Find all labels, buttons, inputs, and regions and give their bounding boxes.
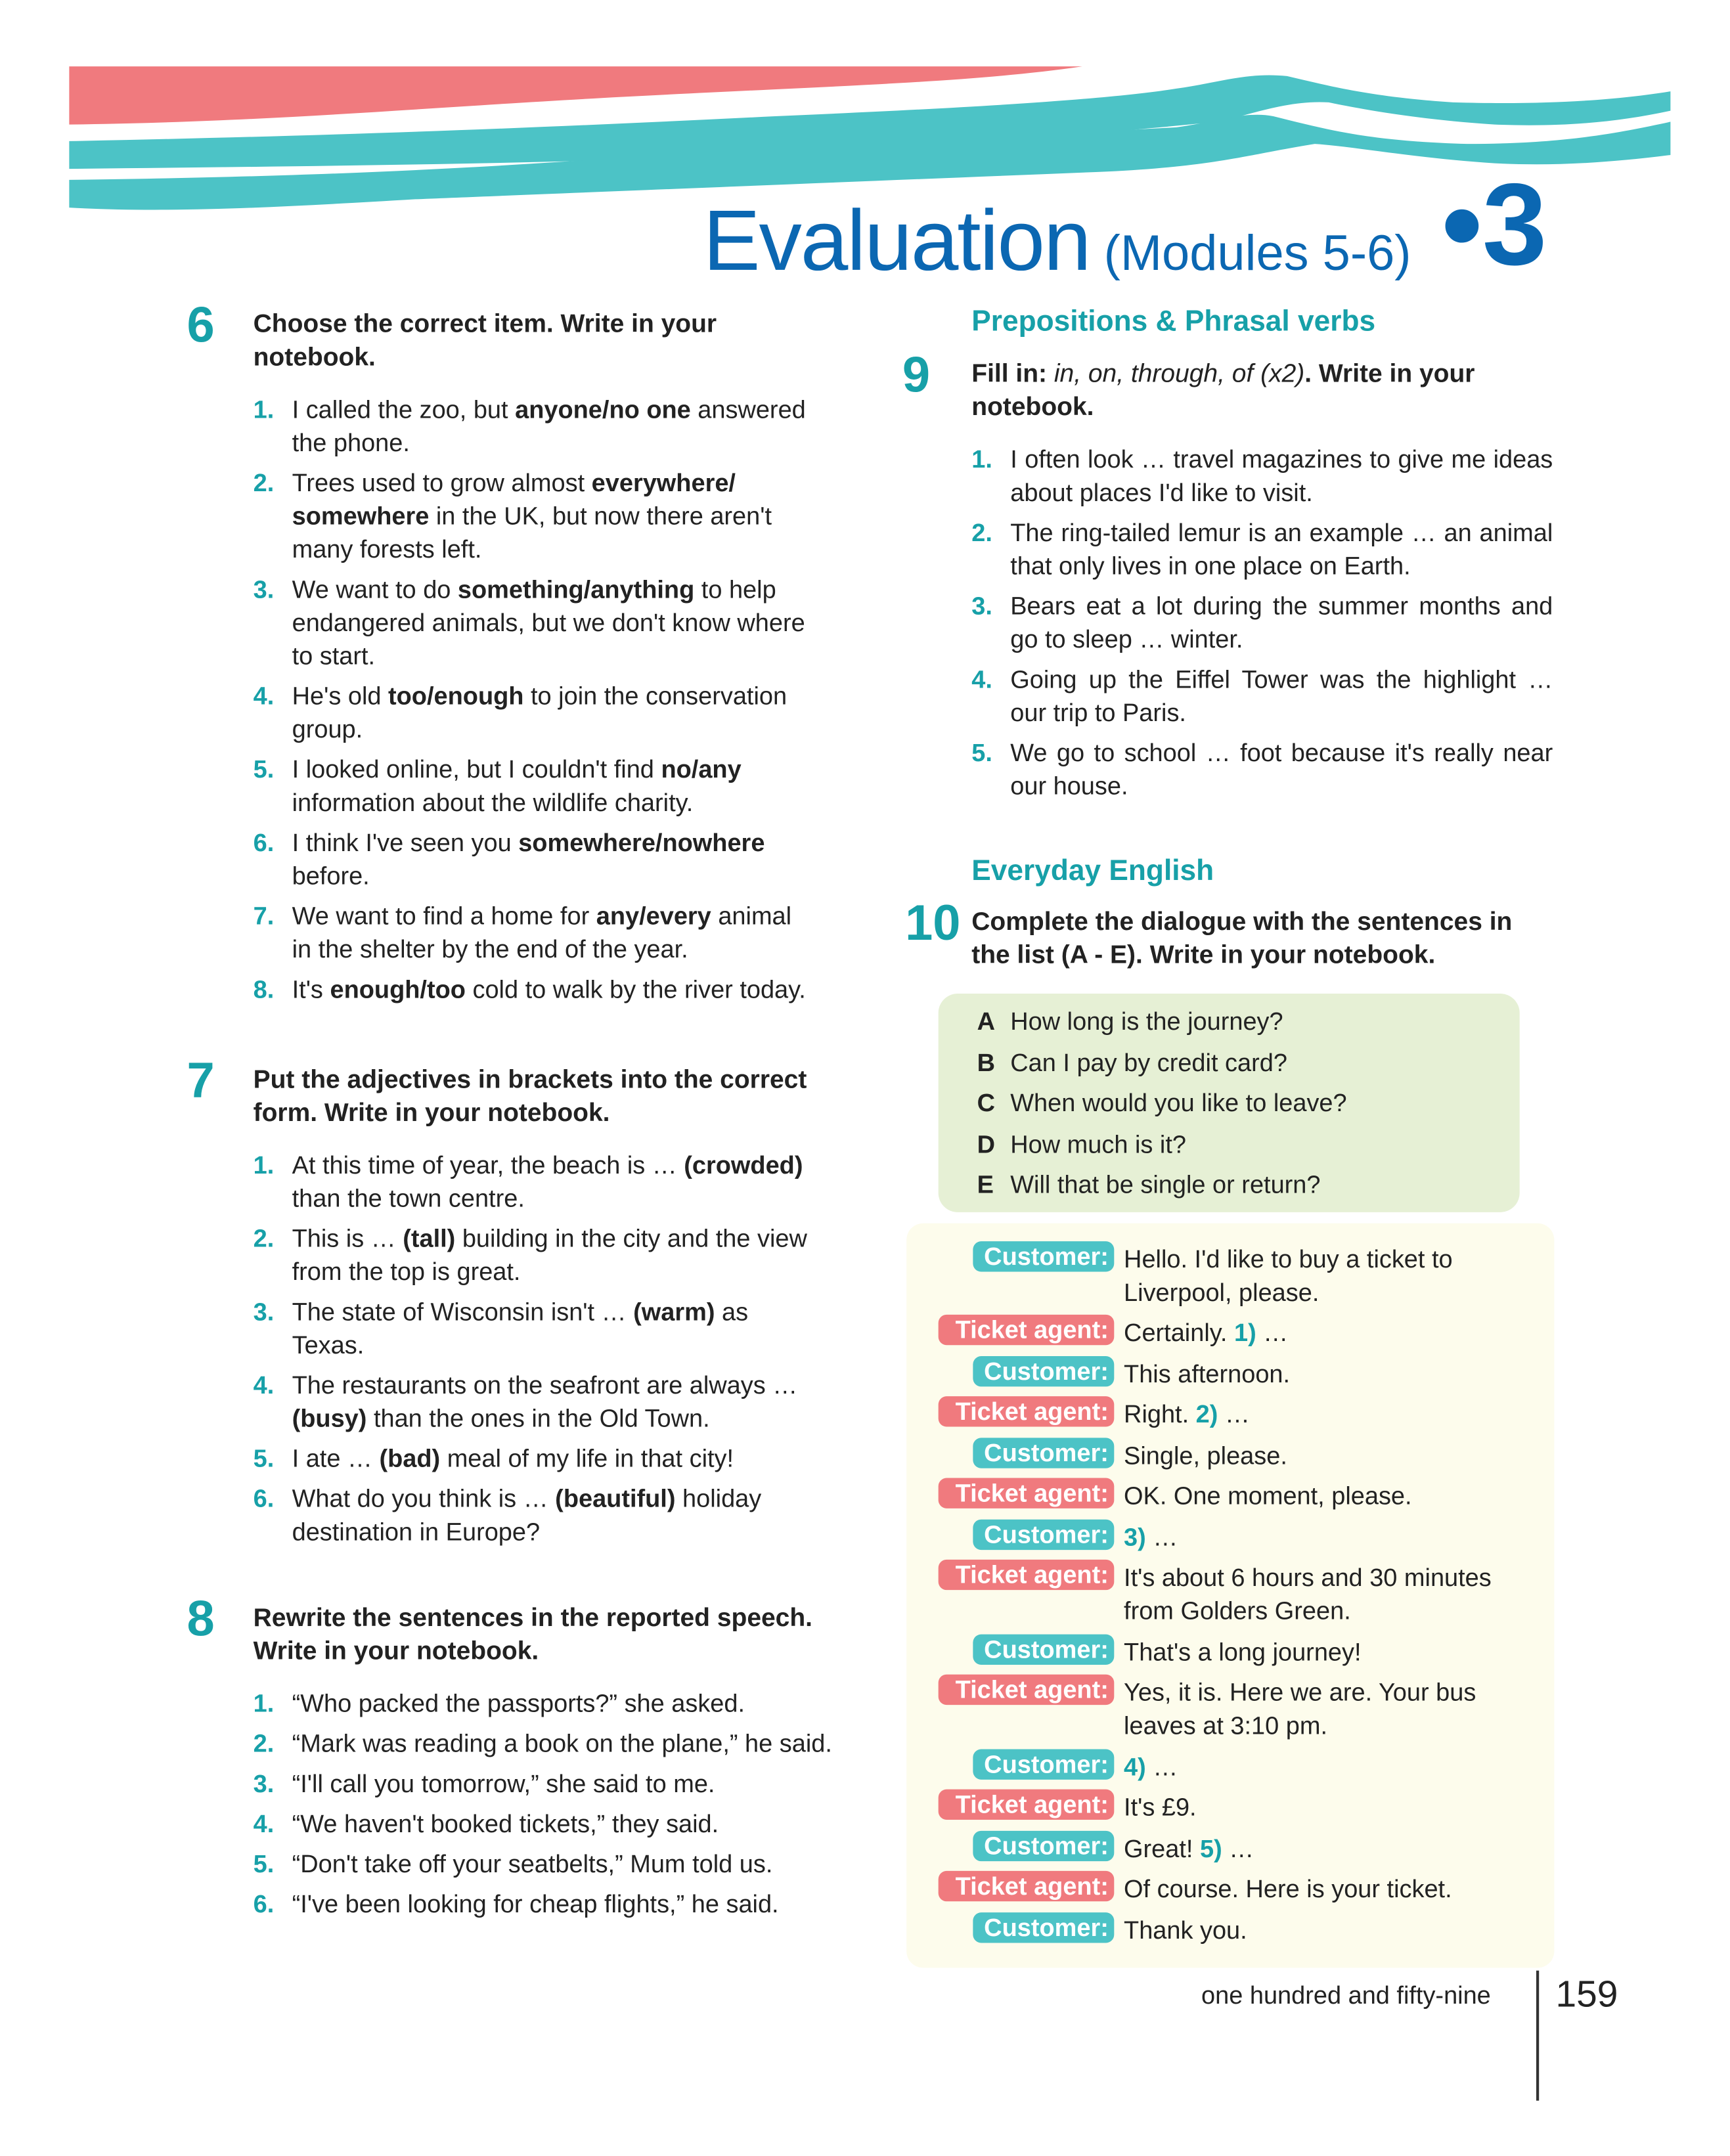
- item-number: 2.: [253, 1224, 275, 1253]
- item-number: 1.: [253, 1689, 275, 1718]
- role-tag-ticket-agent: Ticket agent:: [939, 1560, 1114, 1590]
- exercise-number: 6: [187, 296, 215, 353]
- dialogue-text: [1124, 1521, 1539, 1554]
- item-number: 4.: [253, 682, 275, 710]
- option-letter: C: [977, 1089, 996, 1117]
- list-item: [971, 516, 1553, 583]
- list-item: [971, 663, 1553, 729]
- item-bold-choice: (warm): [633, 1298, 715, 1326]
- list-item: [254, 1807, 842, 1841]
- item-text: He's old: [292, 682, 389, 710]
- item-text: I often look … travel magazines to give me ideas about places I'd like to visit.: [1010, 445, 1553, 507]
- blank-number: 4): [1124, 1753, 1146, 1781]
- item-number: 3.: [253, 1770, 275, 1798]
- item-number: 2.: [253, 1730, 275, 1758]
- dialogue-text: [1124, 1791, 1539, 1824]
- item-text: “Mark was reading a book on the plane,” he said.: [292, 1730, 832, 1758]
- item-text: We want to find a home for: [292, 902, 596, 931]
- item-bold-choice: everywhere/ somewhere: [292, 469, 736, 531]
- page-number: 159: [1555, 1973, 1618, 2015]
- exercise-number: 7: [187, 1051, 215, 1109]
- title-modules: (Modules 5-6): [1103, 224, 1411, 281]
- line-text: It's £9.: [1124, 1793, 1197, 1822]
- item-number: 5.: [971, 739, 992, 767]
- exercise-number: 9: [902, 345, 931, 403]
- role-tag-ticket-agent: Ticket agent:: [939, 1675, 1114, 1705]
- item-number: 4.: [253, 1371, 275, 1399]
- dialogue-text: [1124, 1480, 1539, 1513]
- line-text: Hello. I'd like to buy a ticket to Liverpool, please.: [1124, 1245, 1453, 1307]
- item-bold-choice: any/every: [596, 902, 711, 931]
- option-item: [977, 1002, 1520, 1043]
- item-number: 2.: [971, 519, 992, 547]
- option-text: When would you like to leave?: [1010, 1089, 1347, 1117]
- item-text: I think I've seen you: [292, 829, 519, 857]
- line-text: …: [1218, 1400, 1250, 1428]
- item-number: 3.: [253, 575, 275, 604]
- list-item: [254, 466, 807, 566]
- exercise-number: 8: [187, 1590, 215, 1647]
- role-tag-customer: Customer:: [973, 1831, 1114, 1861]
- list-item: [254, 826, 807, 892]
- line-text: Yes, it is. Here we are. Your bus leaves at 3:10 pm.: [1124, 1679, 1476, 1740]
- line-text: …: [1145, 1753, 1178, 1781]
- list-item: [254, 1727, 842, 1761]
- item-text: Trees used to grow almost: [292, 469, 592, 497]
- item-text: I called the zoo, but: [292, 395, 516, 424]
- dialogue-text: [1124, 1439, 1539, 1472]
- list-item: [254, 753, 807, 819]
- option-text: How long is the journey?: [1010, 1007, 1283, 1036]
- title-main: Evaluation: [703, 194, 1090, 290]
- item-text: Bears eat a lot during the summer months and go to sleep … winter.: [1010, 592, 1553, 653]
- option-item: [977, 1165, 1520, 1206]
- blank-number: 3): [1124, 1524, 1146, 1552]
- unit-number: •3: [1441, 159, 1547, 290]
- instruction-words: in, on, through, of (x2): [1054, 358, 1305, 388]
- blank-number: 1): [1233, 1319, 1256, 1347]
- page-number-words: one hundred and fifty-nine: [1201, 1981, 1491, 2010]
- dialogue-text: [1124, 1751, 1539, 1784]
- item-text: What do you think is …: [292, 1485, 556, 1513]
- line-text: That's a long journey!: [1124, 1638, 1362, 1667]
- instruction-text: Fill in:: [971, 358, 1054, 388]
- list-item: [254, 573, 807, 672]
- item-text: building in the city and the view from the top is great.: [292, 1224, 807, 1286]
- item-bold-choice: (crowded): [684, 1151, 803, 1179]
- item-text: in the UK, but now there aren't many forests left.: [292, 502, 772, 563]
- role-tag-customer: Customer:: [973, 1635, 1114, 1665]
- page-title: [703, 159, 1547, 297]
- item-bold-choice: (busy): [292, 1404, 367, 1432]
- dialogue-text: [1124, 1316, 1539, 1350]
- item-text: “Who packed the passports?” she asked.: [292, 1689, 745, 1718]
- line-text: Of course. Here is your ticket.: [1124, 1875, 1452, 1903]
- dialogue-text: [1124, 1561, 1539, 1627]
- dialogue-text: [1124, 1357, 1539, 1391]
- option-text: How much is it?: [1010, 1130, 1186, 1158]
- item-text: At this time of year, the beach is …: [292, 1151, 684, 1179]
- item-bold-choice: too/enough: [388, 682, 524, 710]
- role-tag-customer: Customer:: [973, 1912, 1114, 1943]
- option-text: Can I pay by credit card?: [1010, 1048, 1287, 1076]
- item-bold-choice: (tall): [403, 1224, 456, 1253]
- exercise-7: [187, 1051, 842, 1555]
- item-number: 5.: [253, 1444, 275, 1473]
- item-number: 4.: [971, 665, 992, 693]
- dialogue-text: [1124, 1397, 1539, 1431]
- item-text: It's: [292, 975, 330, 1003]
- item-text: information about the wildlife charity.: [292, 789, 694, 817]
- item-bold-choice: somewhere/nowhere: [518, 829, 765, 857]
- item-bold-choice: no/any: [661, 755, 742, 783]
- item-text: We go to school … foot because it's really near our house.: [1010, 739, 1553, 800]
- item-text: cold to walk by the river today.: [465, 975, 806, 1003]
- item-number: 6.: [253, 829, 275, 857]
- blank-number: 2): [1195, 1400, 1218, 1428]
- exercise-10: [905, 894, 1553, 971]
- dialogue-text: [1124, 1872, 1539, 1906]
- line-text: Great!: [1124, 1835, 1201, 1863]
- line-text: …: [1145, 1524, 1178, 1552]
- item-text: The ring-tailed lemur is an example … an animal that only lives in one place on Earth.: [1010, 519, 1553, 580]
- item-text: The state of Wisconsin isn't …: [292, 1298, 634, 1326]
- line-text: Right.: [1124, 1400, 1196, 1428]
- dialogue-text: [1124, 1914, 1539, 1947]
- role-tag-ticket-agent: Ticket agent:: [939, 1396, 1114, 1426]
- exercise-instruction: Put the adjectives in brackets into the correct form. Write in your notebook.: [253, 1064, 807, 1127]
- item-number: 7.: [253, 902, 275, 931]
- line-text: OK. One moment, please.: [1124, 1482, 1412, 1510]
- option-item: [977, 1043, 1520, 1084]
- item-bold-choice: (beautiful): [555, 1485, 676, 1513]
- section-heading-everyday-english: Everyday English: [971, 855, 1214, 887]
- dialogue-text: [1124, 1243, 1539, 1309]
- list-item: [254, 973, 807, 1006]
- item-number: 1.: [253, 395, 275, 424]
- list-item: [254, 680, 807, 746]
- item-text: “We haven't booked tickets,” they said.: [292, 1810, 719, 1838]
- item-text: before.: [292, 862, 370, 890]
- list-item: [254, 393, 807, 459]
- list-item: [971, 590, 1553, 656]
- role-tag-ticket-agent: Ticket agent:: [939, 1478, 1114, 1508]
- option-item: [977, 1084, 1520, 1124]
- item-text: “I'll call you tomorrow,” she said to me.: [292, 1770, 715, 1798]
- option-letter: E: [977, 1170, 994, 1199]
- line-text: This afternoon.: [1124, 1360, 1291, 1388]
- dialogue-text: [1124, 1832, 1539, 1866]
- list-item: [254, 1887, 842, 1921]
- item-bold-choice: (bad): [379, 1444, 441, 1473]
- footer-divider: [1536, 1971, 1538, 2101]
- exercise-instruction: Rewrite the sentences in the reported speech. Write in your notebook.: [253, 1602, 813, 1665]
- item-text: than the ones in the Old Town.: [366, 1404, 710, 1432]
- item-text: to join the conservation group.: [292, 682, 787, 743]
- item-text: The restaurants on the seafront are always …: [292, 1371, 798, 1399]
- list-item: [254, 1369, 814, 1435]
- role-tag-customer: Customer:: [973, 1438, 1114, 1468]
- item-number: 6.: [253, 1890, 275, 1918]
- item-bold-choice: something/anything: [457, 575, 695, 604]
- item-number: 1.: [971, 445, 992, 473]
- list-item: [971, 443, 1553, 509]
- item-text: than the town centre.: [292, 1184, 525, 1212]
- blank-number: 5): [1200, 1835, 1222, 1863]
- role-tag-ticket-agent: Ticket agent:: [939, 1871, 1114, 1901]
- instruction-text: . Write in your notebook.: [971, 358, 1475, 421]
- item-number: 1.: [253, 1151, 275, 1179]
- role-tag-ticket-agent: Ticket agent:: [939, 1315, 1114, 1345]
- item-text: “I've been looking for cheap flights,” he said.: [292, 1890, 779, 1918]
- list-item: [254, 1482, 814, 1549]
- list-item: [254, 1687, 842, 1721]
- list-item: [254, 1295, 814, 1361]
- item-text: meal of my life in that city!: [440, 1444, 734, 1473]
- role-tag-customer: Customer:: [973, 1241, 1114, 1271]
- item-number: 2.: [253, 469, 275, 497]
- item-text: We want to do: [292, 575, 458, 604]
- option-letter: A: [977, 1007, 996, 1036]
- line-text: Certainly.: [1124, 1319, 1234, 1347]
- list-item: [254, 1222, 814, 1288]
- exercise-6: [187, 296, 842, 1013]
- line-text: Thank you.: [1124, 1916, 1247, 1945]
- item-text: I looked online, but I couldn't find: [292, 755, 661, 783]
- item-number: 5.: [253, 1850, 275, 1878]
- exercise-9: [902, 345, 1553, 810]
- exercise-instruction: Complete the dialogue with the sentences in the list (A - E). Write in your notebook.: [971, 906, 1513, 969]
- list-item: [254, 900, 807, 966]
- list-item: [254, 1149, 814, 1215]
- exercise-8: [187, 1590, 849, 1927]
- option-letter: B: [977, 1048, 996, 1076]
- line-text: …: [1256, 1319, 1289, 1347]
- dialogue-text: [1124, 1676, 1539, 1742]
- item-number: 4.: [253, 1810, 275, 1838]
- option-letter: D: [977, 1130, 996, 1158]
- list-item: [254, 1442, 814, 1476]
- item-text: to help endangered animals, but we don't know where to start.: [292, 575, 805, 670]
- item-number: 3.: [971, 592, 992, 621]
- exercise-instruction: Choose the correct item. Write in your notebook.: [253, 308, 717, 371]
- item-number: 8.: [253, 975, 275, 1003]
- exercise-number: 10: [905, 894, 961, 951]
- dialogue-box: [906, 1223, 1554, 1968]
- item-number: 3.: [253, 1298, 275, 1326]
- item-text: holiday destination in Europe?: [292, 1485, 762, 1546]
- role-tag-customer: Customer:: [973, 1356, 1114, 1386]
- role-tag-ticket-agent: Ticket agent:: [939, 1790, 1114, 1820]
- item-number: 5.: [253, 755, 275, 783]
- line-text: Single, please.: [1124, 1441, 1287, 1470]
- item-text: animal in the shelter by the end of the year.: [292, 902, 792, 963]
- item-text: answered the phone.: [292, 395, 806, 457]
- item-text: “Don't take off your seatbelts,” Mum told us.: [292, 1850, 773, 1878]
- line-text: …: [1222, 1835, 1254, 1863]
- item-number: 6.: [253, 1485, 275, 1513]
- role-tag-customer: Customer:: [973, 1520, 1114, 1550]
- answer-options-box: [939, 994, 1520, 1212]
- item-text: Going up the Eiffel Tower was the highlight … our trip to Paris.: [1010, 665, 1553, 727]
- item-text: I ate …: [292, 1444, 380, 1473]
- list-item: [254, 1767, 842, 1801]
- list-item: [971, 736, 1553, 803]
- item-text: as Texas.: [292, 1298, 749, 1359]
- line-text: It's about 6 hours and 30 minutes from Golders Green.: [1124, 1564, 1492, 1625]
- list-item: [254, 1847, 842, 1881]
- dialogue-text: [1124, 1636, 1539, 1669]
- item-bold-choice: enough/too: [330, 975, 466, 1003]
- option-item: [977, 1124, 1520, 1165]
- option-text: Will that be single or return?: [1010, 1170, 1321, 1199]
- role-tag-customer: Customer:: [973, 1749, 1114, 1780]
- item-bold-choice: anyone/no one: [515, 395, 691, 424]
- item-text: This is …: [292, 1224, 403, 1253]
- section-heading-prepositions: Prepositions & Phrasal verbs: [971, 305, 1376, 338]
